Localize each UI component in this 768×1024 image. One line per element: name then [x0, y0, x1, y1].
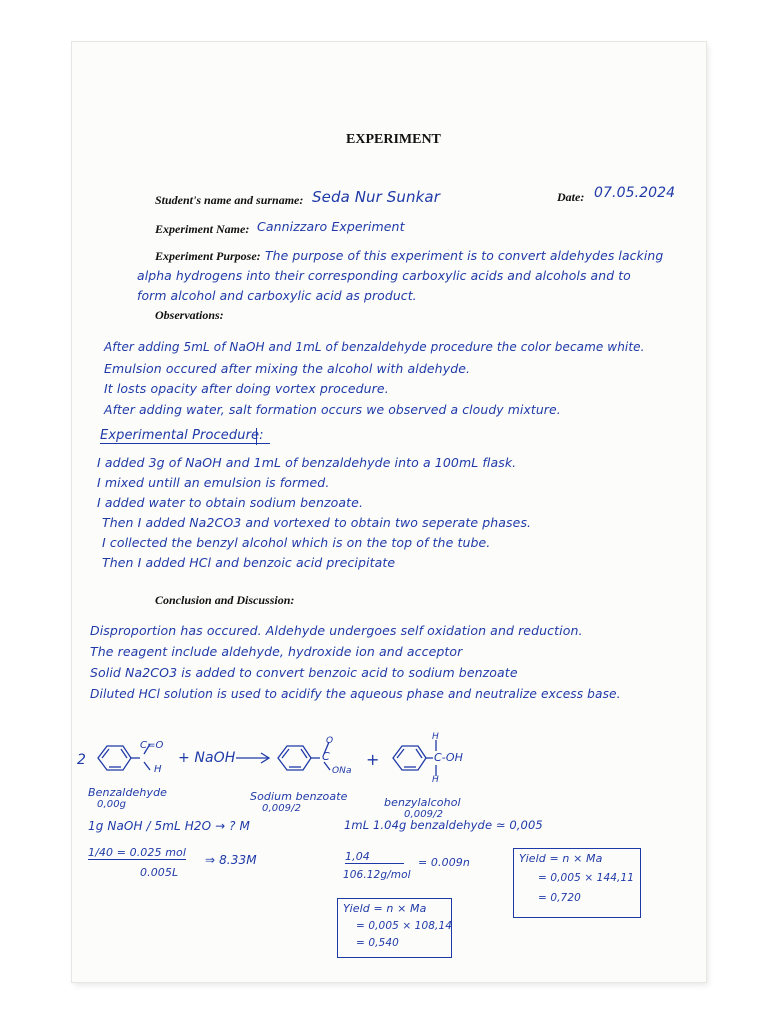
student-name-label: Student's name and surname:: [155, 193, 304, 207]
yield-1-line-2: = 0,005 × 108,14: [356, 920, 453, 932]
procedure-line-4: Then I added Na2CO3 and vortexed to obtain two seperate phases.: [102, 515, 532, 530]
aldehyde-h: H: [154, 764, 162, 775]
observation-line-3: It losts opacity after doing vortex procedure.: [104, 381, 389, 396]
conclusion-line-4: Diluted HCl solution is used to acidify the aqueous phase and neutralize excess base.: [90, 687, 621, 701]
benzyl-alcohol-name: benzylalcohol: [384, 796, 461, 809]
procedure-line-5: I collected the benzyl alcohol which is on the top of the tube.: [102, 535, 491, 550]
experiment-purpose-label: Experiment Purpose:: [155, 249, 261, 263]
experiment-name-label: Experiment Name:: [155, 222, 250, 236]
conclusion-line-3: Solid Na2CO3 is added to convert benzoic acid to sodium benzoate: [90, 665, 518, 680]
benzaldehyde-moles-line: 1mL 1.04g benzaldehyde ≃ 0,005: [344, 818, 543, 832]
fraction-1-result: ⇒ 8.33M: [205, 853, 257, 867]
page-title: EXPERIMENT: [346, 132, 441, 147]
date-label: Date:: [557, 190, 585, 204]
benzoate-carbon: C: [322, 750, 330, 763]
reaction-plus: +: [366, 750, 380, 769]
procedure-line-3: I added water to obtain sodium benzoate.: [97, 495, 364, 510]
yield-1-line-3: = 0,540: [356, 937, 399, 949]
reaction-coefficient: 2: [77, 752, 87, 768]
observation-line-2: Emulsion occured after mixing the alcohol with aldehyde.: [104, 361, 471, 376]
purpose-line-2: alpha hydrogens into their corresponding carboxylic acids and alcohols and to: [137, 268, 631, 283]
procedure-line-2: I mixed untill an emulsion is formed.: [97, 475, 330, 490]
fraction-1-numerator: 1/40 = 0.025 mol: [88, 846, 187, 859]
procedure-heading-bracket: [100, 428, 257, 445]
yield-2-line-1: Yield = n × Ma: [519, 852, 603, 865]
fraction-2-result: = 0.009n: [418, 856, 470, 869]
procedure-line-1: I added 3g of NaOH and 1mL of benzaldehyde into a 100mL flask.: [97, 455, 517, 470]
alcohol-h-top: H: [432, 732, 439, 742]
observation-line-1: After adding 5mL of NaOH and 1mL of benzaldehyde procedure the color became white.: [104, 340, 645, 354]
alcohol-group: C-OH: [434, 751, 463, 764]
procedure-line-6: Then I added HCl and benzoic acid precipitate: [102, 555, 396, 570]
molarity-question: 1g NaOH / 5mL H2O → ? M: [88, 819, 250, 833]
benzyl-alcohol-amount: 0,009/2: [404, 809, 444, 820]
aldehyde-group: C=O: [140, 740, 164, 751]
fraction-2-numerator: 1,04: [345, 850, 404, 864]
date-value: 07.05.2024: [594, 185, 676, 201]
sodium-benzoate-name: Sodium benzoate: [250, 790, 348, 803]
observation-line-4: After adding water, salt formation occurs we observed a cloudy mixture.: [104, 402, 561, 417]
purpose-line-3: form alcohol and carboxylic acid as product.: [137, 288, 417, 303]
yield-1-line-1: Yield = n × Ma: [343, 902, 427, 915]
sodium-benzoate-structure: [268, 734, 348, 784]
experiment-name-value: Cannizzaro Experiment: [257, 219, 405, 234]
yield-2-line-2: = 0,005 × 144,11: [538, 872, 635, 884]
observations-label: Observations:: [155, 308, 224, 322]
procedure-heading: Experimental Procedure:: [100, 428, 270, 444]
fraction-1-denominator: 0.005L: [140, 866, 179, 879]
benzoate-oxygen: O: [326, 736, 334, 746]
benzoate-ona: ONa: [332, 766, 352, 776]
purpose-line-1: The purpose of this experiment is to convert aldehydes lacking: [265, 248, 664, 263]
reaction-plus-naoh: + NaOH: [178, 750, 236, 766]
student-name-value: Seda Nur Sunkar: [312, 188, 440, 206]
conclusion-label: Conclusion and Discussion:: [155, 593, 295, 607]
conclusion-line-1: Disproportion has occured. Aldehyde undergoes self oxidation and reduction.: [90, 623, 583, 638]
benzaldehyde-name: Benzaldehyde: [88, 786, 168, 799]
yield-2-line-3: = 0,720: [538, 892, 581, 904]
paper-sheet: [72, 42, 706, 982]
sodium-benzoate-amount: 0,009/2: [262, 803, 302, 814]
conclusion-line-2: The reagent include aldehyde, hydroxide ion and acceptor: [90, 644, 463, 659]
alcohol-h-bottom: H: [432, 775, 439, 785]
fraction-2-denominator: 106.12g/mol: [343, 869, 411, 881]
benzaldehyde-amount: 0,00g: [97, 799, 127, 810]
